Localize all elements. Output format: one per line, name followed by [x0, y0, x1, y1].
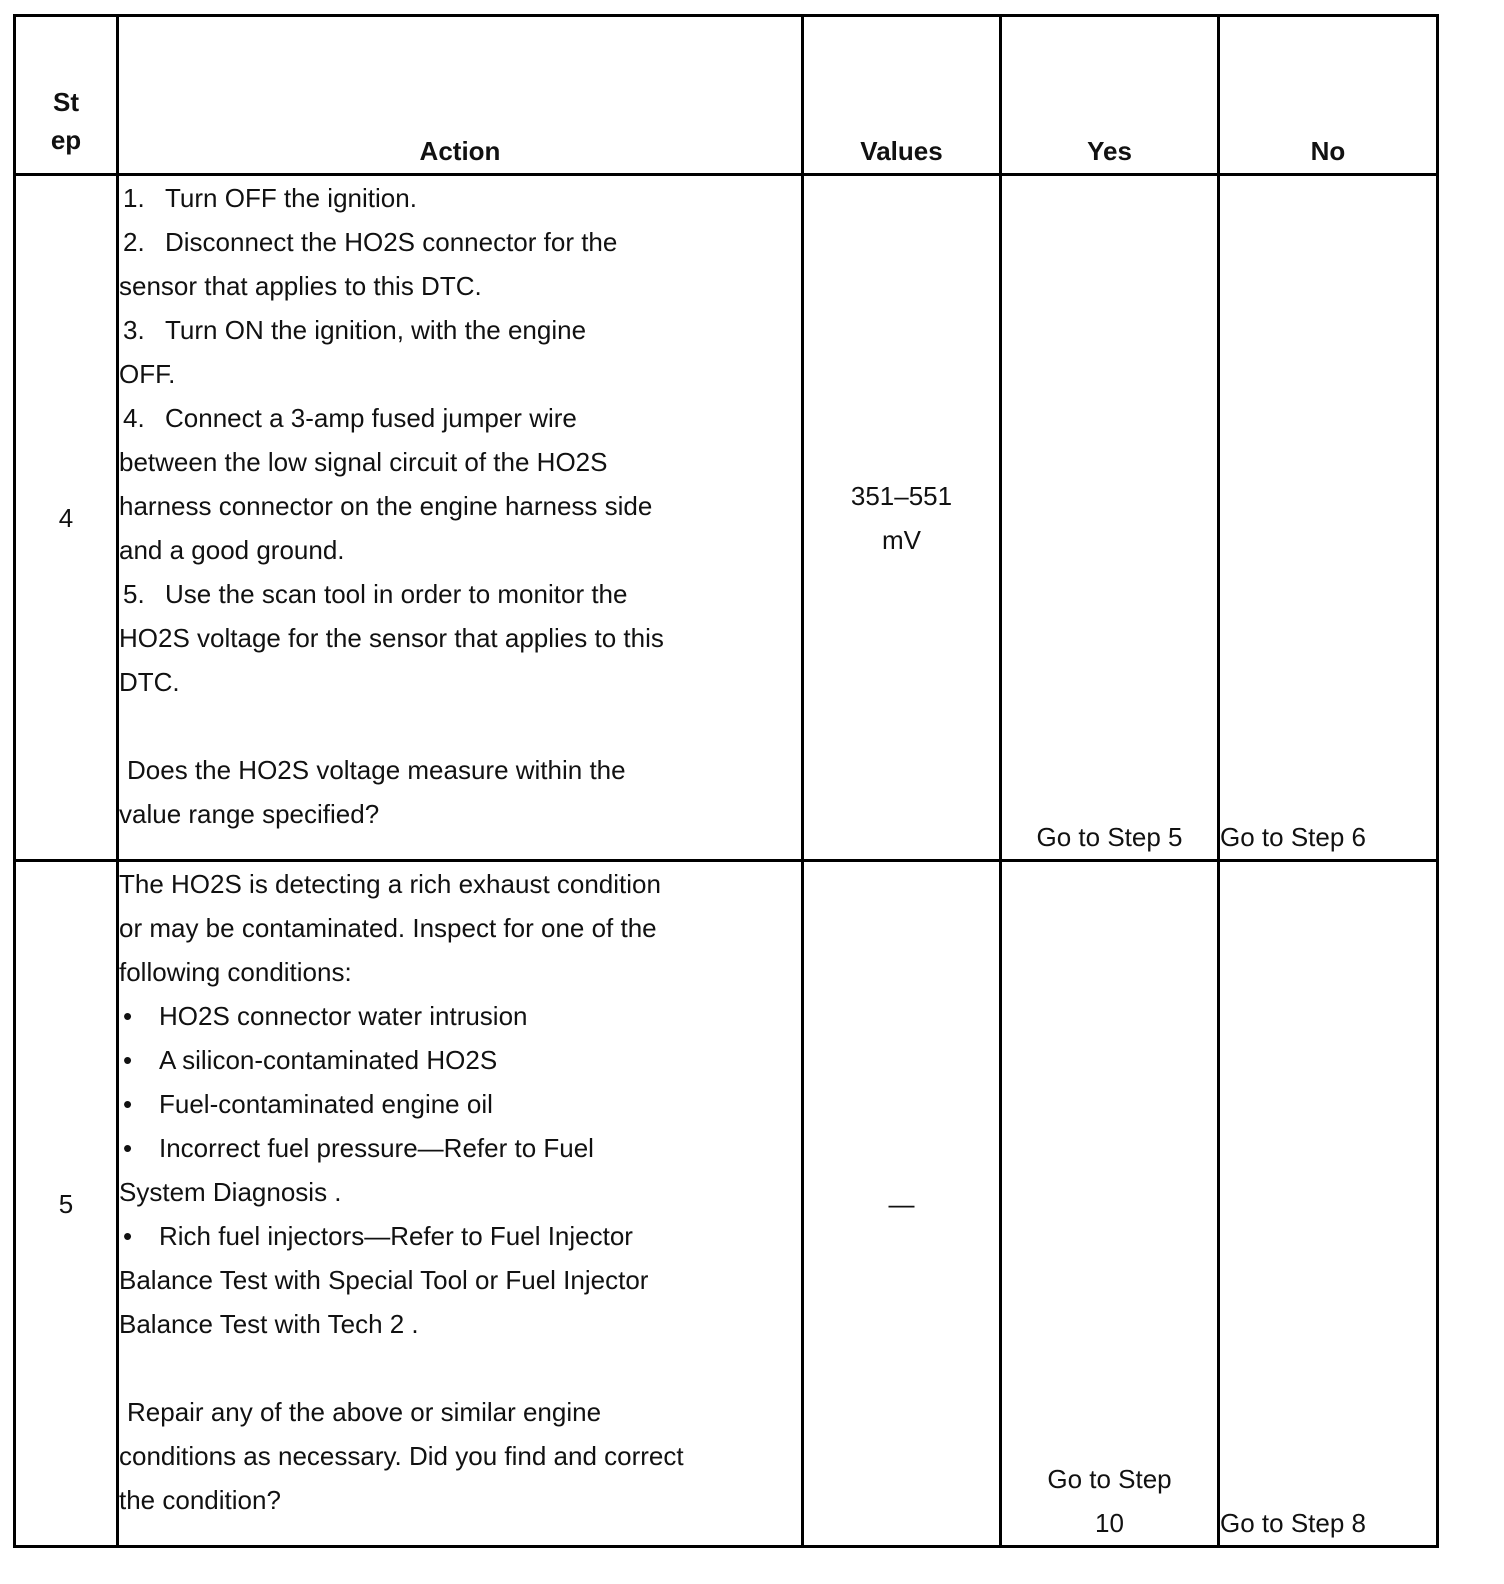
- yes-line1: Go to Step: [1047, 1464, 1172, 1494]
- values-cell: [803, 175, 1001, 861]
- action-line: between the low signal circuit of the HO2S: [119, 447, 608, 477]
- bullet-item: • Incorrect fuel pressure—Refer to Fuel: [123, 1133, 594, 1163]
- action-line: 1. Turn OFF the ignition.: [123, 183, 417, 213]
- header-step: [15, 16, 118, 175]
- bullet-continuation: Balance Test with Tech 2 .: [119, 1309, 419, 1339]
- header-row: [15, 16, 1438, 175]
- action-line: 4. Connect a 3-amp fused jumper wire: [123, 403, 577, 433]
- values-cell: —: [803, 861, 1001, 1547]
- action-cell: [118, 861, 803, 1547]
- action-cell: [118, 175, 803, 861]
- action-question: the condition?: [119, 1485, 281, 1515]
- bullet-item: • Fuel-contaminated engine oil: [123, 1089, 493, 1119]
- action-line: 3. Turn ON the ignition, with the engine: [123, 315, 587, 345]
- header-values: Values: [803, 16, 1001, 175]
- action-line: 2. Disconnect the HO2S connector for the: [123, 227, 618, 257]
- step-number: 4: [15, 175, 118, 861]
- bullet-continuation: System Diagnosis .: [119, 1177, 342, 1207]
- action-intro: or may be contaminated. Inspect for one of the: [119, 913, 657, 943]
- yes-cell: [1001, 861, 1219, 1547]
- action-line: OFF.: [119, 359, 176, 389]
- no-cell: Go to Step 6: [1219, 175, 1438, 861]
- value-unit: mV: [882, 524, 921, 555]
- no-cell: Go to Step 8: [1219, 861, 1438, 1547]
- action-line: 5. Use the scan tool in order to monitor the: [123, 579, 628, 609]
- yes-cell: Go to Step 5: [1001, 175, 1219, 861]
- action-question: Repair any of the above or similar engine: [127, 1397, 602, 1427]
- action-line: and a good ground.: [119, 535, 345, 565]
- value-range: 351–551: [850, 480, 953, 511]
- header-yes: Yes: [1001, 16, 1219, 175]
- bullet-item: • A silicon-contaminated HO2S: [123, 1045, 498, 1075]
- table-row-step-5: [15, 861, 1438, 1547]
- bullet-item: • HO2S connector water intrusion: [123, 1001, 528, 1031]
- action-intro: following conditions:: [119, 957, 352, 987]
- header-step-line2: ep: [50, 125, 82, 155]
- action-line: DTC.: [119, 667, 180, 697]
- diagnostic-table: [13, 14, 1439, 1548]
- action-question: value range specified?: [119, 799, 380, 829]
- bullet-continuation: Balance Test with Special Tool or Fuel Injector: [119, 1265, 649, 1295]
- bullet-item: • Rich fuel injectors—Refer to Fuel Injector: [123, 1221, 633, 1251]
- action-question: Does the HO2S voltage measure within the: [127, 755, 626, 785]
- step-number: 5: [15, 861, 118, 1547]
- yes-line2: 10: [1095, 1508, 1124, 1538]
- action-line: HO2S voltage for the sensor that applies to this: [119, 623, 664, 653]
- action-line: harness connector on the engine harness side: [119, 491, 653, 521]
- action-line: sensor that applies to this DTC.: [119, 271, 482, 301]
- header-action: Action: [118, 16, 803, 175]
- header-step-line1: St: [53, 87, 79, 117]
- table-row-step-4: [15, 175, 1438, 861]
- action-question: conditions as necessary. Did you find and correct: [119, 1441, 684, 1471]
- header-no: No: [1219, 16, 1438, 175]
- action-intro: The HO2S is detecting a rich exhaust condition: [119, 869, 661, 899]
